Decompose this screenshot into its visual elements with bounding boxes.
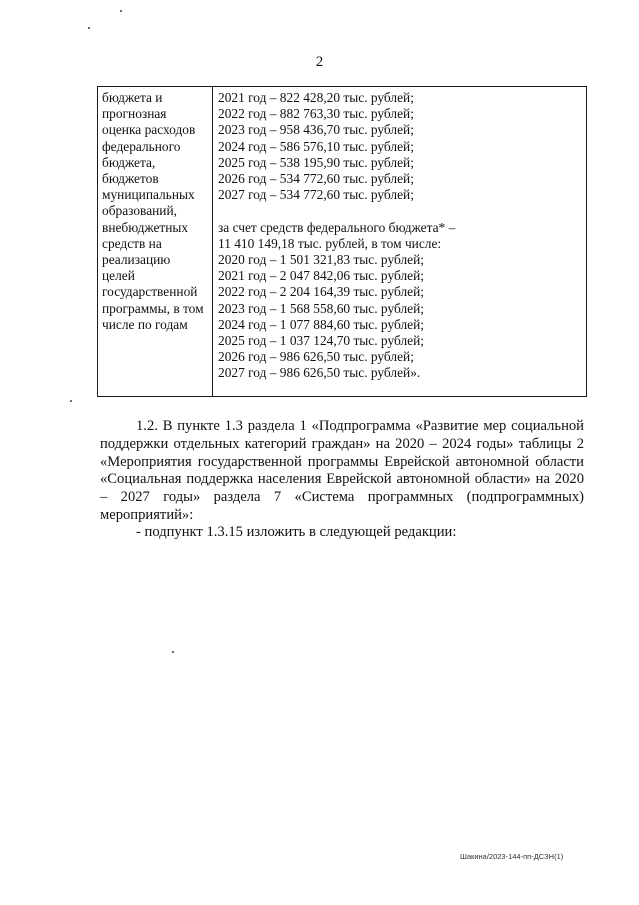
page-number: 2 bbox=[315, 54, 324, 70]
right-cell-line: 2027 год – 986 626,50 тыс. рублей». bbox=[218, 365, 421, 381]
subpoint-instruction: - подпункт 1.3.15 изложить в следующей редакции: bbox=[136, 524, 457, 540]
right-cell-line: 2025 год – 1 037 124,70 тыс. рублей; bbox=[218, 333, 424, 349]
left-cell-line: целей bbox=[102, 268, 135, 284]
left-cell-line: внебюджетных bbox=[102, 219, 189, 235]
left-cell-line: бюджетов bbox=[102, 171, 159, 187]
left-cell-line: прогнозная bbox=[102, 106, 167, 122]
right-cell-line: 2020 год – 1 501 321,83 тыс. рублей; bbox=[218, 252, 424, 268]
blank-line bbox=[218, 203, 586, 219]
document-code: Шакина/2023-144-пп-ДСЗН(1) bbox=[460, 852, 564, 861]
left-cell-line: числе по годам bbox=[102, 316, 188, 332]
right-cell-line: 2026 год – 534 772,60 тыс. рублей; bbox=[218, 171, 414, 187]
right-cell-line: за счет средств федерального бюджета* – bbox=[218, 219, 456, 235]
right-cell-line: 2023 год – 1 568 558,60 тыс. рублей; bbox=[218, 300, 424, 316]
left-cell-line: муниципальных bbox=[102, 187, 195, 203]
right-cell-line: 2023 год – 958 436,70 тыс. рублей; bbox=[218, 122, 414, 138]
scan-speck bbox=[70, 400, 72, 402]
right-cell-line: 2025 год – 538 195,90 тыс. рублей; bbox=[218, 154, 414, 170]
scan-speck bbox=[88, 27, 90, 29]
left-cell-line: программы, в том bbox=[102, 300, 204, 316]
right-cell-line: 2024 год – 586 576,10 тыс. рублей; bbox=[218, 138, 414, 154]
left-cell-line: образований, bbox=[102, 203, 177, 219]
left-cell-line: оценка расходов bbox=[102, 122, 196, 138]
right-cell-line: 2024 год – 1 077 884,60 тыс. рублей; bbox=[218, 316, 424, 332]
left-cell-line: федерального bbox=[102, 138, 181, 154]
scan-speck bbox=[120, 10, 122, 12]
scan-speck bbox=[172, 651, 174, 653]
table-right-column bbox=[213, 87, 586, 396]
left-cell-line: бюджета, bbox=[102, 154, 156, 170]
right-cell-line: 2026 год – 986 626,50 тыс. рублей; bbox=[218, 349, 414, 365]
right-cell-line: 2021 год – 822 428,20 тыс. рублей; bbox=[218, 90, 414, 105]
left-cell-line: государственной bbox=[102, 284, 198, 300]
amendment-paragraph: 1.2. В пункте 1.3 раздела 1 «Подпрограмма «Развитие мер социальной поддержки отдельных категорий граждан» на 2020 – 2024 годы» таблицы 2 «Мероприятия государственной программы Еврейской автономной области «Социальная поддержка населения Еврейской автономной области» на 2020 – 2027 годы» раздела 7 «Система программных (подпрограммных) мероприятий»: bbox=[100, 418, 584, 523]
left-cell-line: бюджета и bbox=[102, 90, 163, 105]
table-left-column bbox=[98, 87, 213, 396]
right-cell-line: 2022 год – 882 763,30 тыс. рублей; bbox=[218, 106, 414, 122]
right-cell-line: 2021 год – 2 047 842,06 тыс. рублей; bbox=[218, 268, 424, 284]
right-cell-line: 11 410 149,18 тыс. рублей, в том числе: bbox=[218, 235, 442, 251]
funding-table bbox=[97, 86, 587, 397]
right-cell-line: 2027 год – 534 772,60 тыс. рублей; bbox=[218, 187, 414, 203]
right-cell-line: 2022 год – 2 204 164,39 тыс. рублей; bbox=[218, 284, 424, 300]
left-cell-line: средств на bbox=[102, 235, 162, 251]
left-cell-line: реализацию bbox=[102, 252, 171, 268]
